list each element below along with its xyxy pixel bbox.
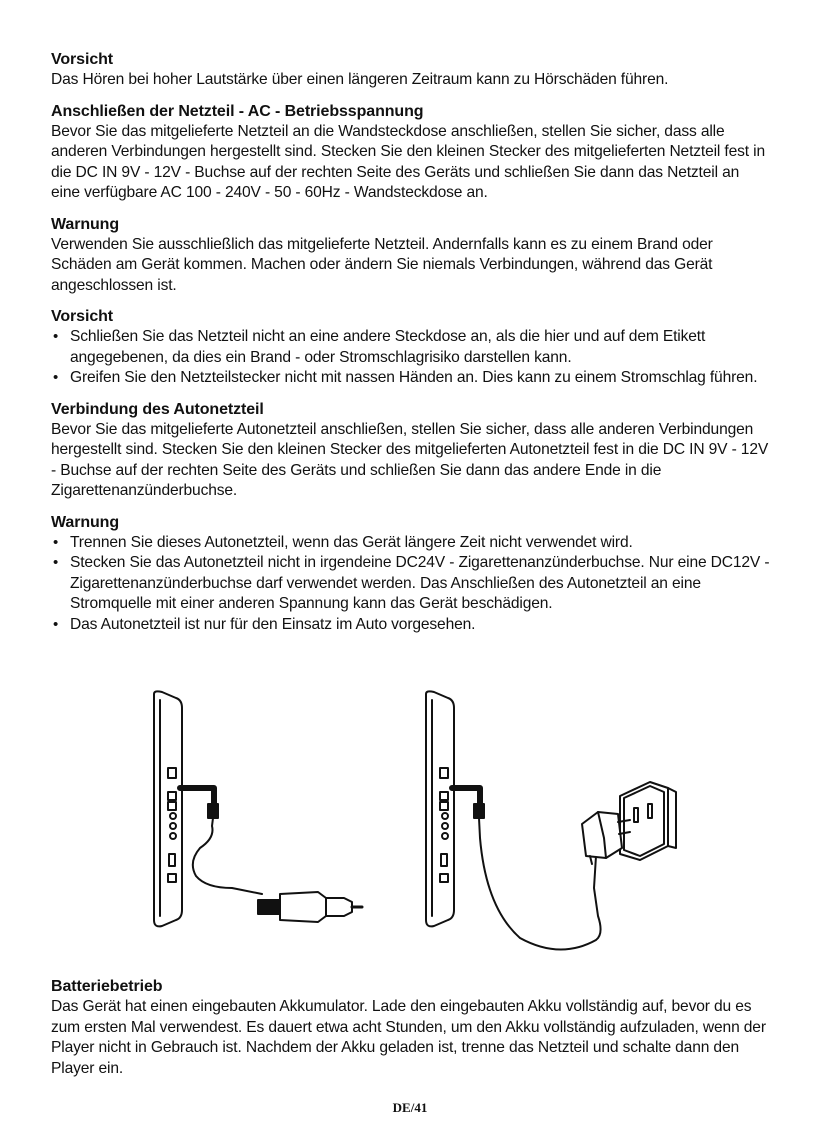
section-caution-volume bbox=[51, 50, 771, 91]
bullet-list bbox=[51, 533, 771, 636]
player-side-view-left bbox=[154, 691, 182, 926]
section-battery bbox=[51, 977, 773, 1079]
connection-diagram bbox=[0, 688, 820, 958]
cigarette-lighter-plug bbox=[258, 892, 362, 922]
section-car-adapter bbox=[51, 400, 771, 502]
section-text: Bevor Sie das mitgelieferte Netzteil an die Wandsteckdose anschließen, stellen Sie sicher, dass alle anderen Verbindungen hergestellt sind. Stecken Sie den kleinen Stecker des mitgelieferten Netzteil fest in die DC IN 9V - 12V - Buchse auf der rechten Seite des Geräts und schließen Sie dann das Netzteil an eine verfügbare AC 100 - 240V - 50 - 60Hz - Wandsteckdose an. bbox=[51, 122, 765, 201]
bullet-item: • Trennen Sie dieses Autonetzteil, wenn das Gerät längere Zeit nicht verwendet wird. bbox=[51, 533, 771, 554]
section-heading: Vorsicht bbox=[51, 308, 114, 325]
player-side-view-right bbox=[426, 691, 454, 926]
section-text: Das Gerät hat einen eingebauten Akkumulator. Lade den eingebauten Akku vollständig auf, bevor du es zum ersten Mal verwendest. Es dauert etwa acht Stunden, um den Akku vollständig aufzuladen, wenn der Player nicht in Gebrauch ist. Nachdem der Akku geladen ist, trenne das Netzteil und schalte dann den Player ein. bbox=[51, 998, 766, 1077]
ac-adapter-cable bbox=[452, 788, 601, 950]
section-heading: Verbindung des Autonetzteil bbox=[51, 400, 264, 418]
bullet-list bbox=[51, 327, 771, 389]
section-heading: Warnung bbox=[51, 513, 120, 531]
section-text: Verwenden Sie ausschließlich das mitgelieferte Netzteil. Andernfalls kann es zu einem Brand oder Schäden am Gerät kommen. Machen oder ändern Sie niemals Verbindungen, während das Gerät angeschlossen ist. bbox=[51, 235, 713, 294]
connection-illustration bbox=[0, 688, 820, 958]
bullet-item: • Stecken Sie das Autonetzteil nicht in irgendeine DC24V - Zigarettenanzünderbuchse. Nur eine DC12V - Zigarettenanzünderbuchse darf verwendet werden. Das Anschließen des Autonetzteil an eine Stromquelle mit einer anderen Spannung kann das Gerät beschädigen. bbox=[51, 553, 771, 615]
section-ac-adapter bbox=[51, 102, 771, 204]
section-warning-car bbox=[51, 513, 771, 636]
bullet-item: • Greifen Sie den Netzteilstecker nicht mit nassen Händen an. Dies kann zu einem Stromschlag führen. bbox=[51, 368, 771, 389]
power-adapter-brick bbox=[582, 812, 630, 864]
section-text: Das Hören bei hoher Lautstärke über einen längeren Zeitraum kann zu Hörschäden führen. bbox=[51, 71, 669, 88]
section-text: Bevor Sie das mitgelieferte Autonetzteil anschließen, stellen Sie sicher, dass alle anderen Verbindungen hergestellt sind. Stecken Sie den kleinen Stecker des mitgelieferten Autonetzteil fest in die DC IN 9V - 12V - Buchse auf der rechten Seite des Geräts und schließen Sie dann das andere Ende in die Zigarettenanzünderbuchse. bbox=[51, 420, 769, 499]
bullet-item: • Das Autonetzteil ist nur für den Einsatz im Auto vorgesehen. bbox=[51, 615, 771, 636]
section-heading: Vorsicht bbox=[51, 51, 114, 68]
section-warning-adapter bbox=[51, 215, 771, 297]
manual-page bbox=[51, 50, 771, 646]
bullet-item: • Schließen Sie das Netzteil nicht an eine andere Steckdose an, als die hier und auf dem Etikett angegebenen, da dies ein Brand - oder Stromschlagrisiko darstellen kann. bbox=[51, 327, 771, 368]
section-caution-outlet bbox=[51, 307, 771, 389]
page-number: DE/41 bbox=[392, 1100, 428, 1115]
section-heading: Warnung bbox=[51, 215, 120, 233]
car-adapter-plug-left bbox=[180, 788, 262, 894]
section-heading: Batteriebetrieb bbox=[51, 978, 163, 995]
section-heading: Anschließen der Netzteil - AC - Betriebsspannung bbox=[51, 102, 424, 120]
